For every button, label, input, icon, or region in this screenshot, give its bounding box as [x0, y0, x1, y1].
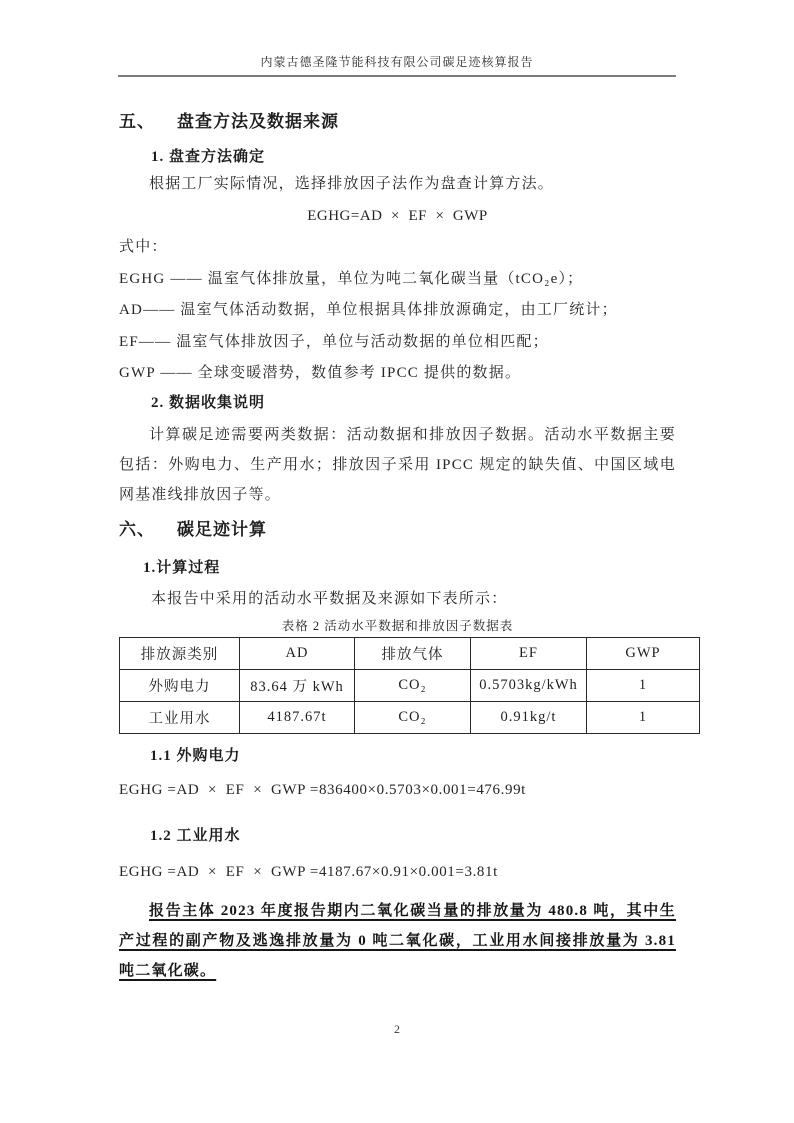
table-row: [120, 669, 700, 701]
table-cell: 4187.67t: [240, 701, 355, 733]
table-header-cell: 排放源类别: [120, 637, 240, 669]
section5-title: 盘查方法及数据来源: [177, 112, 339, 131]
paragraph-method: 根据工厂实际情况，选择排放因子法作为盘查计算方法。: [149, 176, 555, 192]
table-header-cell: GWP: [587, 637, 700, 669]
table-cell: 工业用水: [120, 701, 240, 733]
paragraph-table-intro: 本报告中采用的活动水平数据及来源如下表所示：: [151, 590, 508, 607]
definition-ad: AD—— 温室气体活动数据，单位根据具体排放源确定，由工厂统计；: [119, 302, 618, 318]
table-cell: 0.91kg/t: [471, 701, 587, 733]
section6-number: 六、: [119, 519, 155, 539]
table-cell: 外购电力: [120, 669, 240, 701]
section5-heading: [119, 110, 676, 134]
paragraph-data-collection: 计算碳足迹需要两类数据：活动数据和排放因子数据。活动水平数据主要包括：外购电力、生产用水；排放因子采用 IPCC 规定的缺失值、中国区域电网基准线排放因子等。: [119, 426, 676, 503]
definition-eghg: EGHG —— 温室气体排放量，单位为吨二氧化碳当量（tCO₂e）；: [119, 270, 584, 287]
table-cell: CO₂: [355, 669, 471, 701]
section6-heading: [119, 518, 676, 542]
definition-ef: EF—— 温室气体排放因子，单位与活动数据的单位相匹配；: [119, 333, 549, 350]
header-title: 内蒙古德圣隆节能科技有限公司碳足迹核算报告: [260, 55, 534, 69]
subheading-calc-process: 1.计算过程: [143, 559, 221, 576]
page-footer: [0, 1022, 794, 1037]
table-row: [120, 701, 700, 733]
subheading-method-determination: 1. 盘查方法确定: [151, 149, 266, 165]
formula-line: EGHG=AD × EF × GWP: [307, 207, 488, 224]
subheading-industrial-water: 1.2 工业用水: [150, 827, 241, 844]
page-header: [118, 53, 676, 77]
table-header-cell: 排放气体: [355, 637, 471, 669]
definition-gwp: GWP —— 全球变暖潜势，数值参考 IPCC 提供的数据。: [119, 365, 522, 381]
where-label: 式中：: [119, 239, 168, 255]
calc-line-electricity: EGHG =AD × EF × GWP =836400×0.5703×0.001=476.99t: [119, 781, 526, 798]
table-header-cell: AD: [240, 637, 355, 669]
table-header-cell: EF: [471, 637, 587, 669]
table-cell: 0.5703kg/kWh: [471, 669, 587, 701]
activity-data-table: [119, 637, 700, 734]
calc-line-water: EGHG =AD × EF × GWP =4187.67×0.91×0.001=3.81t: [119, 863, 498, 880]
table-body: [120, 669, 700, 733]
table-caption: 表格 2 活动水平数据和排放因子数据表: [281, 618, 514, 633]
table-cell: 1: [587, 701, 700, 733]
page-number: 2: [394, 1022, 400, 1036]
table-head: [120, 637, 700, 669]
table-cell: 1: [587, 669, 700, 701]
section6-title: 碳足迹计算: [177, 519, 267, 539]
table-cell: 83.64 万 kWh: [240, 669, 355, 701]
subheading-purchased-electricity: 1.1 外购电力: [150, 747, 241, 764]
table-header-row: [120, 637, 700, 669]
method-paragraph-block: [119, 169, 676, 390]
section5-number: 五、: [119, 112, 155, 131]
table-cell: CO₂: [355, 701, 471, 733]
subheading-data-collection: 2. 数据收集说明: [151, 394, 266, 411]
page-content: [119, 100, 676, 986]
conclusion-paragraph: 报告主体 2023 年度报告期内二氧化碳当量的排放量为 480.8 吨，其中生产过程的副产物及逃逸排放量为 0 吨二氧化碳，工业用水间接排放量为 3.81 吨二氧化碳。: [119, 902, 676, 979]
